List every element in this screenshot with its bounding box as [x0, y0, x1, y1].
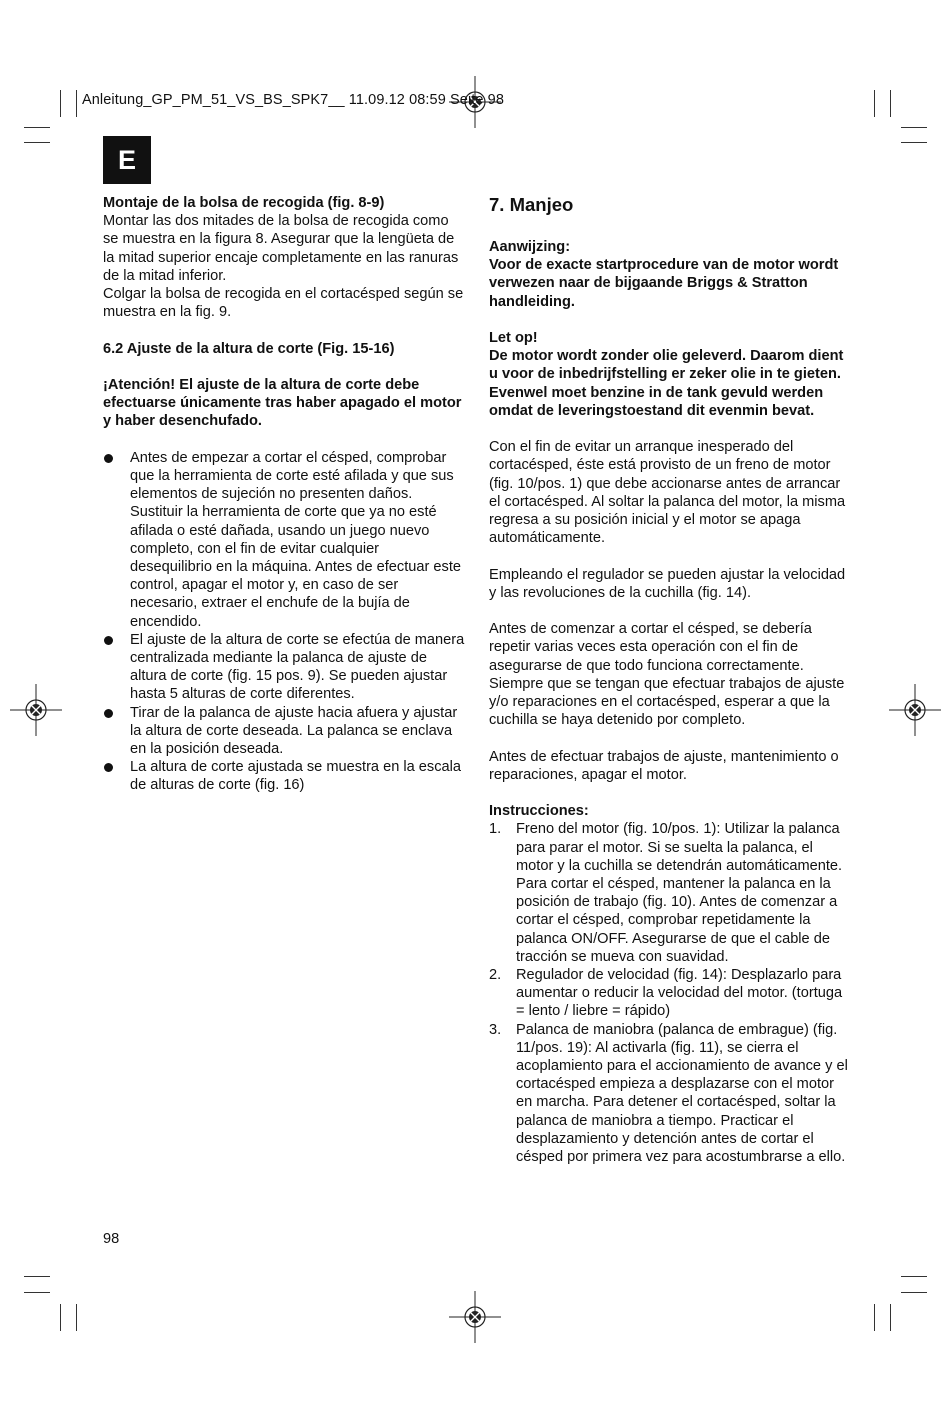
caution-text: De motor wordt zonder olie geleverd. Daarom dient u voor de inbedrijfstelling er zeker olie in te gieten. Evenwel moet benzine in de tank gevuld werden omdat de leveringstoestand dit evenmin bevat.	[489, 348, 844, 419]
bullet-list	[103, 449, 465, 795]
registration-mark-left-icon	[10, 684, 62, 736]
paragraph: Antes de efectuar trabajos de ajuste, mantenimiento o reparaciones, apagar el motor.	[489, 748, 839, 783]
paragraph: Empleando el regulador se pueden ajustar la velocidad y las revoluciones de la cuchilla (fig. 14).	[489, 566, 846, 601]
list-item: La altura de corte ajustada se muestra en la escala de alturas de corte (fig. 16)	[103, 758, 465, 794]
list-item: Tirar de la palanca de ajuste hacia afuera y ajustar la altura de corte deseada. La palanca se enclava en la posición deseada.	[103, 704, 465, 759]
note-label: Aanwijzing:	[489, 239, 571, 255]
item-number: 3.	[489, 1021, 502, 1038]
item-number: 1.	[489, 821, 502, 838]
instructions-label: Instrucciones:	[489, 803, 589, 820]
left-column	[103, 194, 465, 795]
registration-mark-right-icon	[889, 684, 941, 736]
list-item	[489, 1021, 851, 1167]
language-tab: E	[103, 136, 151, 184]
paragraph: Montar las dos mitades de la bolsa de recogida como se muestra en la figura 8. Asegurar que la lengüeta de la mitad superior encaje completamente en las ranuras de la mitad inferior.	[103, 213, 459, 284]
warning-text: ¡Atención! El ajuste de la altura de corte debe efectuarse únicamente tras haber apagado el motor y haber desenchufado.	[103, 377, 462, 430]
item-text: Regulador de velocidad (fig. 14): Desplazarlo para aumentar o reducir la velocidad del motor. (tortuga = lento / liebre = rápido)	[516, 967, 843, 1020]
list-item	[489, 820, 851, 966]
item-text: Palanca de maniobra (palanca de embrague) (fig. 11/pos. 19): Al activarla (fig. 11), se cierra el acoplamiento para el accionamiento de avance y el cortacésped empieza a desplazarse con el motor en marcha. Para detener el cortacésped, soltar la palanca de maniobra a tiempo. Practicar el desplazamiento y detención antes de cortar el césped por primera vez para acostumbrarse a ello.	[516, 1021, 848, 1166]
item-number: 2.	[489, 967, 502, 984]
list-item	[489, 966, 851, 1021]
list-item: El ajuste de la altura de corte se efectúa de manera centralizada mediante la palanca de ajuste de altura de corte (fig. 15 pos. 9). Se pueden ajustar hasta 5 alturas de corte diferentes.	[103, 631, 465, 704]
page-number: 98	[103, 1231, 120, 1247]
right-column	[489, 194, 851, 1166]
section-heading: 6.2 Ajuste de la altura de corte (Fig. 15-16)	[103, 340, 395, 357]
instructions-list	[489, 820, 851, 1166]
paragraph: Antes de comenzar a cortar el césped, se debería repetir varias veces esta operación con el fin de asegurarse de que todo funciona correctamente. Siempre que se tengan que efectuar trabajos de ajuste y/o reparaciones en el cortacésped, esperar a que la cuchilla se haya detenido por completo.	[489, 621, 845, 729]
item-text: Freno del motor (fig. 10/pos. 1): Utilizar la palanca para parar el motor. Si se suelta la palanca, el motor y la cuchilla se detendrán automáticamente. Para cortar el césped, mantener la palanca en la posición de trabajo (fig. 10). Antes de comenzar a cortar el césped, comprobar repetidamente la palanca ON/OFF. Asegurarse de que el cable de tracción se mueva con suavidad.	[516, 821, 843, 965]
caution-label: Let op!	[489, 330, 538, 346]
note-text: Voor de exacte startprocedure van de motor wordt verwezen naar de bijgaande Briggs & Stratton handleiding.	[489, 257, 839, 310]
paragraph: Colgar la bolsa de recogida en el cortacésped según se muestra en la fig. 9.	[103, 286, 464, 321]
list-item: Antes de empezar a cortar el césped, comprobar que la herramienta de corte esté afilada y que sus elementos de sujeción no presenten daños. Sustituir la herramienta de corte que ya no esté afilada o esté dañada, usando un juego nuevo completo, con el fin de evitar cualquier desequilibrio en la máquina. Antes de efectuar este control, apagar el motor y, en caso de ser necesario, extraer el enchufe de la bujía de encendido.	[103, 449, 465, 631]
section-heading: Montaje de la bolsa de recogida (fig. 8-9)	[103, 195, 385, 211]
paragraph: Con el fin de evitar un arranque inesperado del cortacésped, éste está provisto de un freno de motor (fig. 10/pos. 1) que debe accionarse antes de arrancar el cortacésped. Al soltar la palanca del motor, la misma regresa a su posición inicial y el motor se apaga automáticamente.	[489, 439, 846, 547]
print-header: Anleitung_GP_PM_51_VS_BS_SPK7__ 11.09.12 08:59 Seite 98	[82, 92, 505, 108]
chapter-title: 7. Manjeo	[489, 194, 574, 215]
registration-mark-bottom-icon	[449, 1291, 501, 1343]
